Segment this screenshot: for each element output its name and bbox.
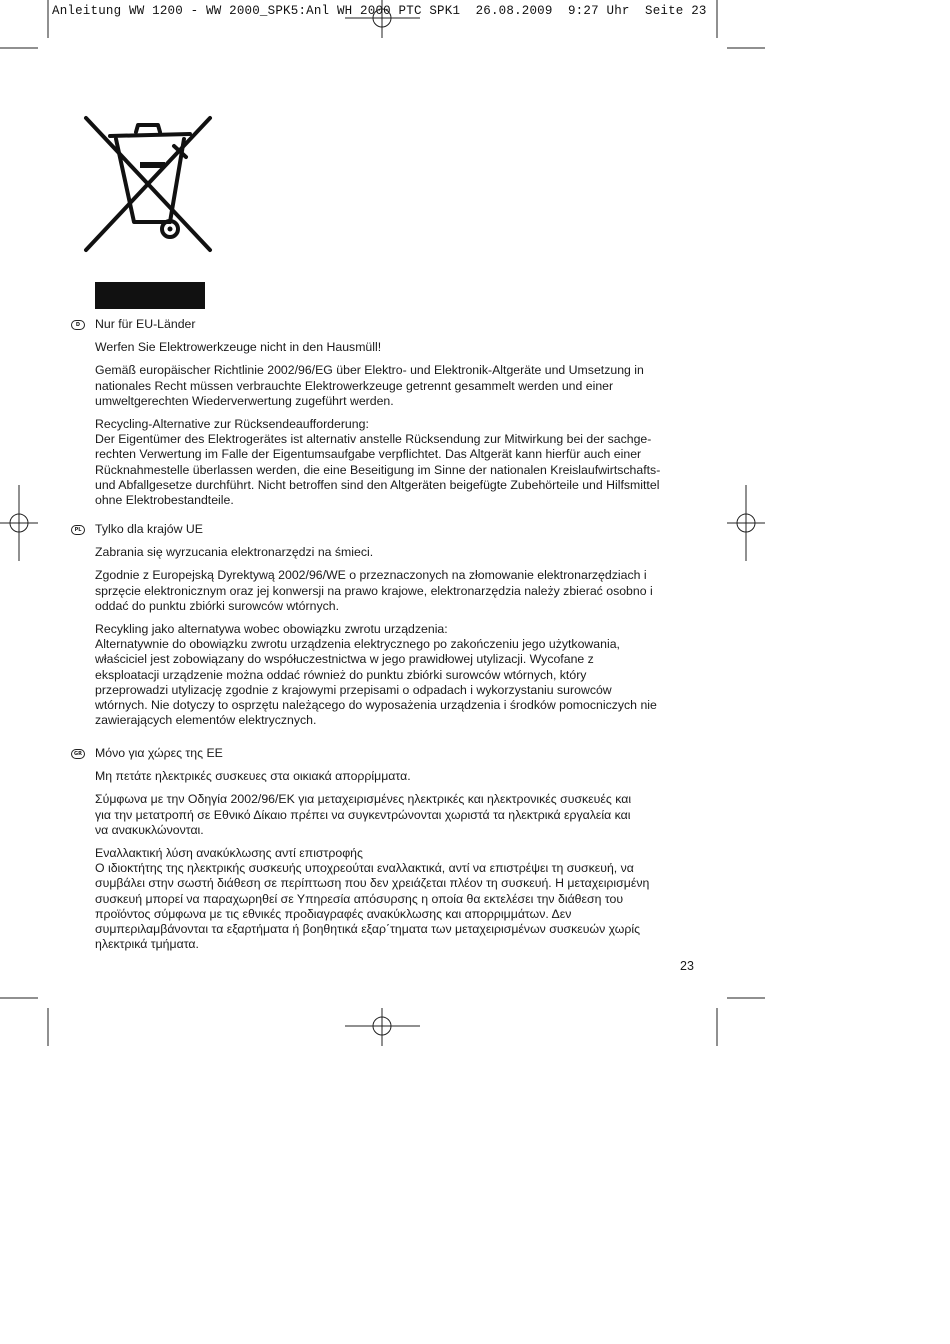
section-pl xyxy=(95,522,695,728)
text-line: συμβάλει στην σωστή διάθεση σε περίπτωση που δεν χρειάζεται πλέον τη συσκευή. Η μεταχειρισμένη xyxy=(95,876,650,891)
text-line: συμπεριλαμβάνονται τα εξαρτήματα ή βοηθητικά εξαρ΄τηματα των μεταχειρισμένων συσκευών χωρίς xyxy=(95,922,641,937)
paragraph xyxy=(95,363,695,409)
text-line: ηλεκτρικά τμήματα. xyxy=(95,937,199,952)
section-heading: Μόνο για χώρες της ΕΕ xyxy=(95,746,223,760)
text-line: ohne Elektrobestandteile. xyxy=(95,493,234,508)
paragraph xyxy=(95,417,695,508)
text-line: sprzęcie elektronicznym oraz jej konwersji na prawo krajowe, elektronarzędzia należy zbierać osobno i xyxy=(95,583,653,598)
text-line: Alternatywnie do obowiązku zwrotu urządzenia elektrycznego po zakończeniu jego użytkowania, xyxy=(95,637,620,652)
paragraph: Μη πετάτε ηλεκτρικές συσκευες στα οικιακά απορρίμματα. xyxy=(95,769,411,784)
text-line: Ο ιδιοκτήτης της ηλεκτρικής συσκευής υποχρεούται εναλλακτικά, αντί να επιστρέψει τη συσκευή, να xyxy=(95,861,634,876)
text-line: eksploatacji urządzenie można oddać również do punktu zbiórki surowców wtórnych, który xyxy=(95,667,587,682)
text-line: Der Eigentümer des Elektrogerätes ist alternativ anstelle Rücksendung zur Mitwirkung bei der sachge- xyxy=(95,432,652,447)
text-line: właściciel jest zobowiązany do współuczestnictwa w jego prawidłowej utylizacji. Wycofane z xyxy=(95,652,594,667)
section-gr xyxy=(95,746,695,952)
country-badge-gr: GR xyxy=(71,749,85,759)
text-line: przeprowadzi utylizację zgodnie z krajowymi przepisami o odpadach i wykorzystaniu surowców xyxy=(95,682,612,697)
text-line: Gemäß europäischer Richtlinie 2002/96/EG über Elektro- und Elektronik-Altgeräte und Umsetzung in xyxy=(95,363,644,378)
text-line: Recykling jako alternatywa wobec obowiązku zwrotu urządzenia: xyxy=(95,622,448,637)
weee-crossed-bin-icon xyxy=(82,114,214,254)
page-number: 23 xyxy=(680,959,694,973)
text-line: zawierających elementów elektrycznych. xyxy=(95,713,317,728)
black-bar-marker xyxy=(95,282,205,309)
text-line: und Abfallgesetze durchführt. Nicht betroffen sind den Altgeräten beigefügte Zubehörteile und Hilfsmittel xyxy=(95,477,660,492)
print-slug-line: Anleitung WW 1200 - WW 2000_SPK5:Anl WH 2000 PTC SPK1 26.08.2009 9:27 Uhr Seite 23 xyxy=(52,4,707,18)
text-line: Εναλλακτική λύση ανακύκλωσης αντί επιστροφής xyxy=(95,846,363,861)
paragraph xyxy=(95,568,695,614)
paragraph: Zabrania się wyrzucania elektronarzędzi na śmieci. xyxy=(95,545,374,560)
paragraph xyxy=(95,846,695,952)
text-line: συσκευή μπορεί να παραχωρηθεί σε Υπηρεσία απόσυρσης η οποία θα εκτελέσει την διάθεση του xyxy=(95,891,624,906)
text-line: Rücknahmestelle überlassen werden, die eine Beseitigung im Sinne der nationalen Kreislaufwirtschafts- xyxy=(95,462,661,477)
text-line: να ανακυκλώνονται. xyxy=(95,822,204,837)
section-heading: Tylko dla krajów UE xyxy=(95,522,203,536)
text-line: nationales Recht müssen verbrauchte Elektrowerkzeuge getrennt gesammelt werden und einer xyxy=(95,378,614,393)
text-line: για την μετατροπή σε Εθνικό Δίκαιο πρέπει να συγκεντρώνονται χωριστά τα ηλεκτρικά εργαλεία και xyxy=(95,807,631,822)
section-heading: Nur für EU-Länder xyxy=(95,317,196,331)
text-line: rechten Verwertung im Falle der Eigentumsaufgabe verpflichtet. Das Altgerät kann hierfür auch einer xyxy=(95,447,642,462)
text-line: Recycling-Alternative zur Rücksendeaufforderung: xyxy=(95,417,369,432)
text-line: Σύμφωνα με την Οδηγία 2002/96/ΕΚ για μεταχειρισμένες ηλεκτρικές και ηλεκτρονικές συσκευές και xyxy=(95,792,632,807)
text-line: umweltgerechten Wiederverwertung zugeführt werden. xyxy=(95,393,394,408)
section-d xyxy=(95,317,695,508)
paragraph xyxy=(95,622,695,728)
text-line: wtórnych. Nie dotyczy to osprzętu należącego do wyposażenia urządzenia i środków pomocniczych nie xyxy=(95,698,657,713)
text-line: oddać do punktu zbiórki surowców wtórnych. xyxy=(95,598,340,613)
country-badge-pl: PL xyxy=(71,525,85,535)
paragraph xyxy=(95,792,695,838)
country-badge-d: D xyxy=(71,320,85,330)
text-line: Zgodnie z Europejską Dyrektywą 2002/96/WE o przeznaczonych na złomowanie elektronarzędziach i xyxy=(95,568,647,583)
text-line: προϊόντος σύμφωνα με τις εθνικές προδιαγραφές ανακύκλωσης και απορριμμάτων. Δεν xyxy=(95,906,572,921)
paragraph: Werfen Sie Elektrowerkzeuge nicht in den Hausmüll! xyxy=(95,340,382,355)
